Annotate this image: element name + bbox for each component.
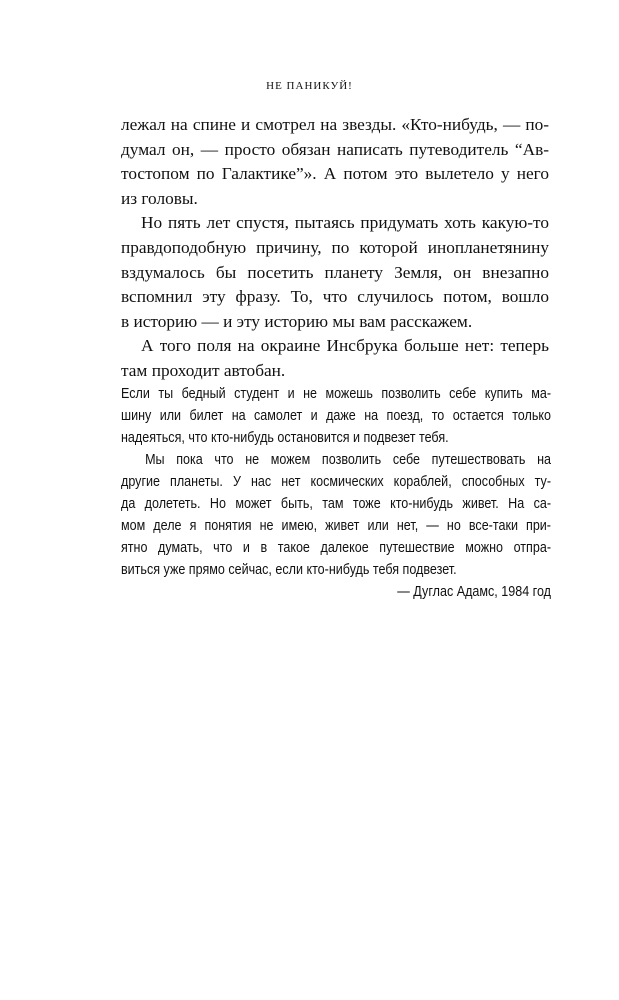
quote-line: Мы пока что не можем позволить себе путешествовать на xyxy=(145,452,551,468)
quote-line: шину или билет на самолет и даже на поезд, то остается только xyxy=(121,408,551,424)
text-line: А того поля на окраине Инсбрука больше нет: теперь xyxy=(141,336,549,356)
text-line: тостопом по Галактике”». А потом это вылетело у него xyxy=(121,164,549,184)
text-line: в историю — и эту историю мы вам расскажем. xyxy=(121,311,473,331)
text-line: Но пять лет спустя, пытаясь придумать хоть какую-то xyxy=(141,213,549,233)
text-line: лежал на спине и смотрел на звезды. «Кто-нибудь, — по- xyxy=(121,115,549,134)
text-line: вспомнил эту фразу. То, что случилось потом, вошло xyxy=(121,287,549,307)
text-line: думал он, — просто обязан написать путеводитель “Ав- xyxy=(121,139,549,159)
epigraph-quote xyxy=(121,383,551,603)
running-header: НЕ ПАНИКУЙ! xyxy=(266,80,353,92)
quote-attribution: — Дуглас Адамс, 1984 год xyxy=(397,584,551,600)
text-line: там проходит автобан. xyxy=(121,360,286,380)
quote-line: надеяться, что кто-нибудь остановится и подвезет тебя. xyxy=(121,430,449,446)
quote-line: виться уже прямо сейчас, если кто-нибудь тебя подвезет. xyxy=(121,562,457,578)
main-text xyxy=(121,113,549,384)
quote-line: другие планеты. У нас нет космических кораблей, способных ту- xyxy=(121,474,551,490)
quote-line: Если ты бедный студент и не можешь позволить себе купить ма- xyxy=(121,386,551,402)
text-line: правдоподобную причину, по которой инопланетянину xyxy=(121,237,549,257)
quote-line: ятно думать, что и в такое далекое путешествие можно отпра- xyxy=(121,540,551,556)
text-line: вздумалось бы посетить планету Земля, он внезапно xyxy=(121,262,549,282)
quote-line: да долететь. Но может быть, там тоже кто-нибудь живет. На са- xyxy=(121,496,551,512)
text-line: из головы. xyxy=(121,188,198,208)
quote-line: мом деле я понятия не имею, живет или нет, — но все-таки при- xyxy=(121,518,551,534)
